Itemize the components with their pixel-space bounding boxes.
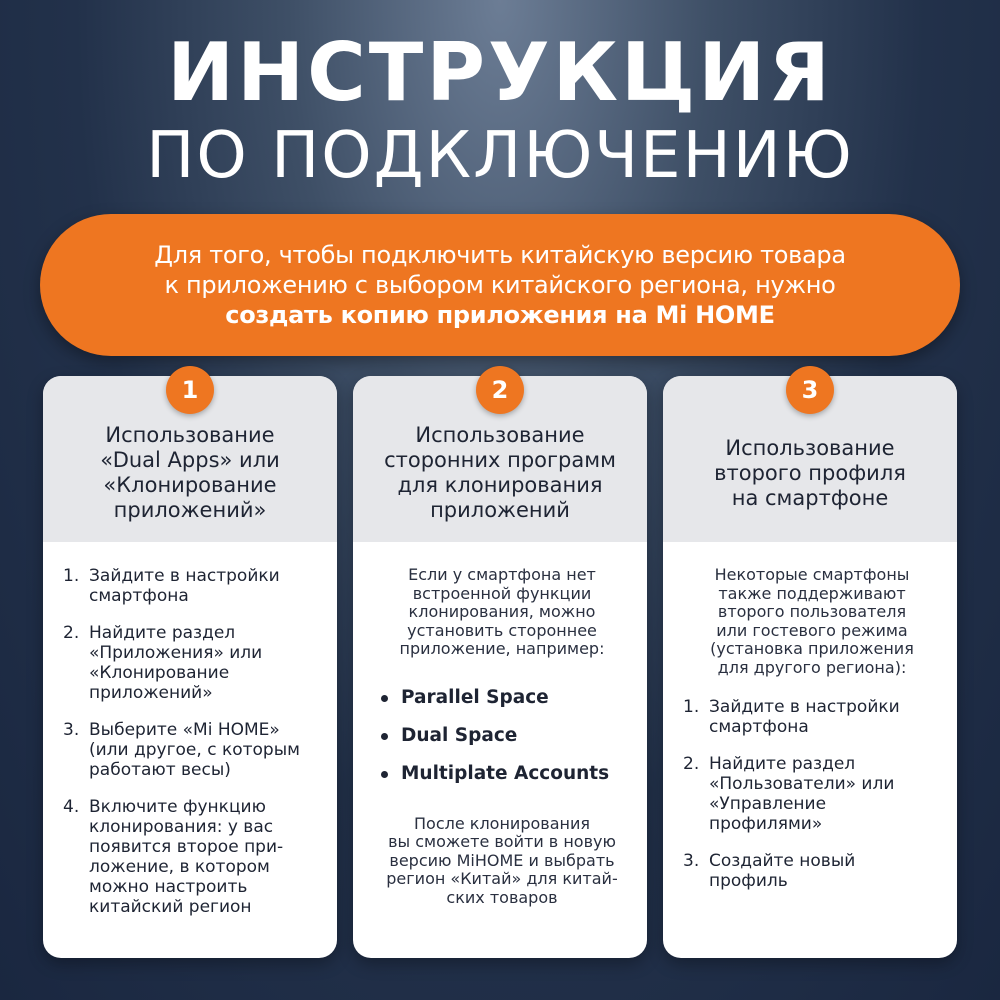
step-item — [683, 851, 941, 891]
step-number: 4. — [63, 797, 80, 817]
step-number: 3. — [63, 720, 80, 740]
method-card-dual-apps — [43, 376, 337, 958]
step-text: (или другое, с которым — [89, 740, 300, 760]
step-item — [63, 720, 321, 780]
card-title-line: второго профиля — [714, 460, 906, 485]
step-text: Зайдите в настройки — [709, 697, 900, 717]
step-item — [63, 566, 321, 606]
intro-line: или гостевого режима — [716, 620, 908, 640]
step-text: смартфона — [89, 586, 189, 606]
app-item: Dual Space — [379, 725, 631, 747]
card-body — [663, 542, 957, 958]
step-text: «Приложения» или — [89, 643, 263, 663]
card-title-line: для клонирования — [397, 473, 603, 497]
card-title-line: Использование — [105, 423, 275, 447]
step-text: работают весы) — [89, 760, 231, 780]
method-card-second-profile — [663, 376, 957, 958]
step-text: Включите функцию — [89, 797, 266, 817]
outro-line: регион «Китай» для китай- — [386, 869, 618, 888]
page-subtitle: ПО ПОДКЛЮЧЕНИЮ — [146, 119, 854, 193]
step-text: Найдите раздел — [89, 623, 236, 643]
steps-list — [63, 566, 321, 917]
banner-line: к приложению с выбором китайского региона, нужно — [164, 271, 836, 299]
step-text: «Клонирование — [89, 663, 230, 683]
intro-line: (установка приложения — [710, 639, 914, 658]
step-text: клонирования: у вас — [89, 817, 274, 837]
banner-line: Для того, чтобы подключить китайскую версию товара — [154, 241, 846, 269]
step-text: Найдите раздел — [709, 754, 856, 774]
card-title — [384, 423, 616, 523]
step-text: профилями» — [709, 814, 823, 834]
step-number: 1. — [63, 566, 80, 586]
intro-line: приложение, например: — [399, 639, 605, 658]
step-text: Создайте новый — [709, 851, 856, 871]
outro-line: ских товаров — [446, 887, 558, 907]
steps-list — [683, 697, 941, 891]
card-body — [353, 542, 647, 958]
step-item — [63, 797, 321, 917]
step-item — [683, 697, 941, 737]
step-number: 3. — [683, 851, 700, 871]
step-number: 2. — [683, 754, 700, 774]
card-title-line: Использование — [415, 423, 585, 447]
step-number: 2. — [63, 623, 80, 643]
card-intro — [373, 566, 631, 659]
banner-highlight: создать копию приложения на Mi HOME — [225, 301, 775, 329]
outro-line: вы сможете войти в новую — [388, 832, 616, 851]
info-banner — [40, 214, 960, 356]
card-title-line: приложений» — [113, 498, 267, 522]
card-outro — [373, 815, 631, 908]
card-title — [100, 423, 280, 523]
app-item: Parallel Space — [379, 687, 631, 709]
apps-list — [379, 687, 631, 785]
intro-line: второго пользователя — [717, 602, 907, 621]
card-title-line: «Dual Apps» или — [100, 448, 280, 472]
step-number-badge: 1 — [166, 366, 214, 414]
outro-line: версию MiHOME и выбрать — [389, 850, 615, 870]
step-text: китайский регион — [89, 897, 252, 917]
intro-line: клонирования, можно — [408, 602, 596, 621]
card-title-line: «Клонирование — [103, 473, 277, 497]
step-text: «Управление — [709, 794, 827, 814]
step-item — [683, 754, 941, 834]
card-title-line: Использование — [725, 435, 895, 460]
outro-line: После клонирования — [414, 813, 590, 833]
intro-line: для другого региона): — [717, 657, 907, 677]
step-text: Зайдите в настройки — [89, 566, 280, 586]
card-title-line: приложений — [430, 498, 570, 522]
card-body — [43, 542, 337, 958]
step-text: можно настроить — [89, 877, 248, 897]
card-title-line: на смартфоне — [731, 485, 889, 510]
intro-line: встроенной функции — [412, 583, 592, 603]
step-text: Выберите «Mi HOME» — [89, 720, 280, 740]
step-text: «Пользователи» или — [709, 774, 895, 794]
intro-line: также поддерживают — [718, 583, 906, 603]
intro-line: Некоторые смартфоны — [714, 565, 910, 584]
step-item — [63, 623, 321, 703]
card-intro — [683, 566, 941, 677]
app-item: Multiplate Accounts — [379, 763, 631, 785]
step-number: 1. — [683, 697, 700, 717]
step-number-badge: 2 — [476, 366, 524, 414]
step-text: смартфона — [709, 717, 809, 737]
card-title — [714, 436, 906, 511]
step-text: появится второе при- — [89, 837, 284, 857]
step-number-badge: 3 — [786, 366, 834, 414]
page-title: ИНСТРУКЦИЯ — [167, 26, 833, 119]
method-card-third-party — [353, 376, 647, 958]
intro-line: установить стороннее — [407, 620, 597, 640]
intro-line: Если у смартфона нет — [408, 565, 596, 584]
step-text: профиль — [709, 871, 788, 891]
card-title-line: сторонних программ — [384, 448, 616, 472]
step-text: ложение, в котором — [89, 857, 270, 877]
step-text: приложений» — [89, 683, 213, 703]
